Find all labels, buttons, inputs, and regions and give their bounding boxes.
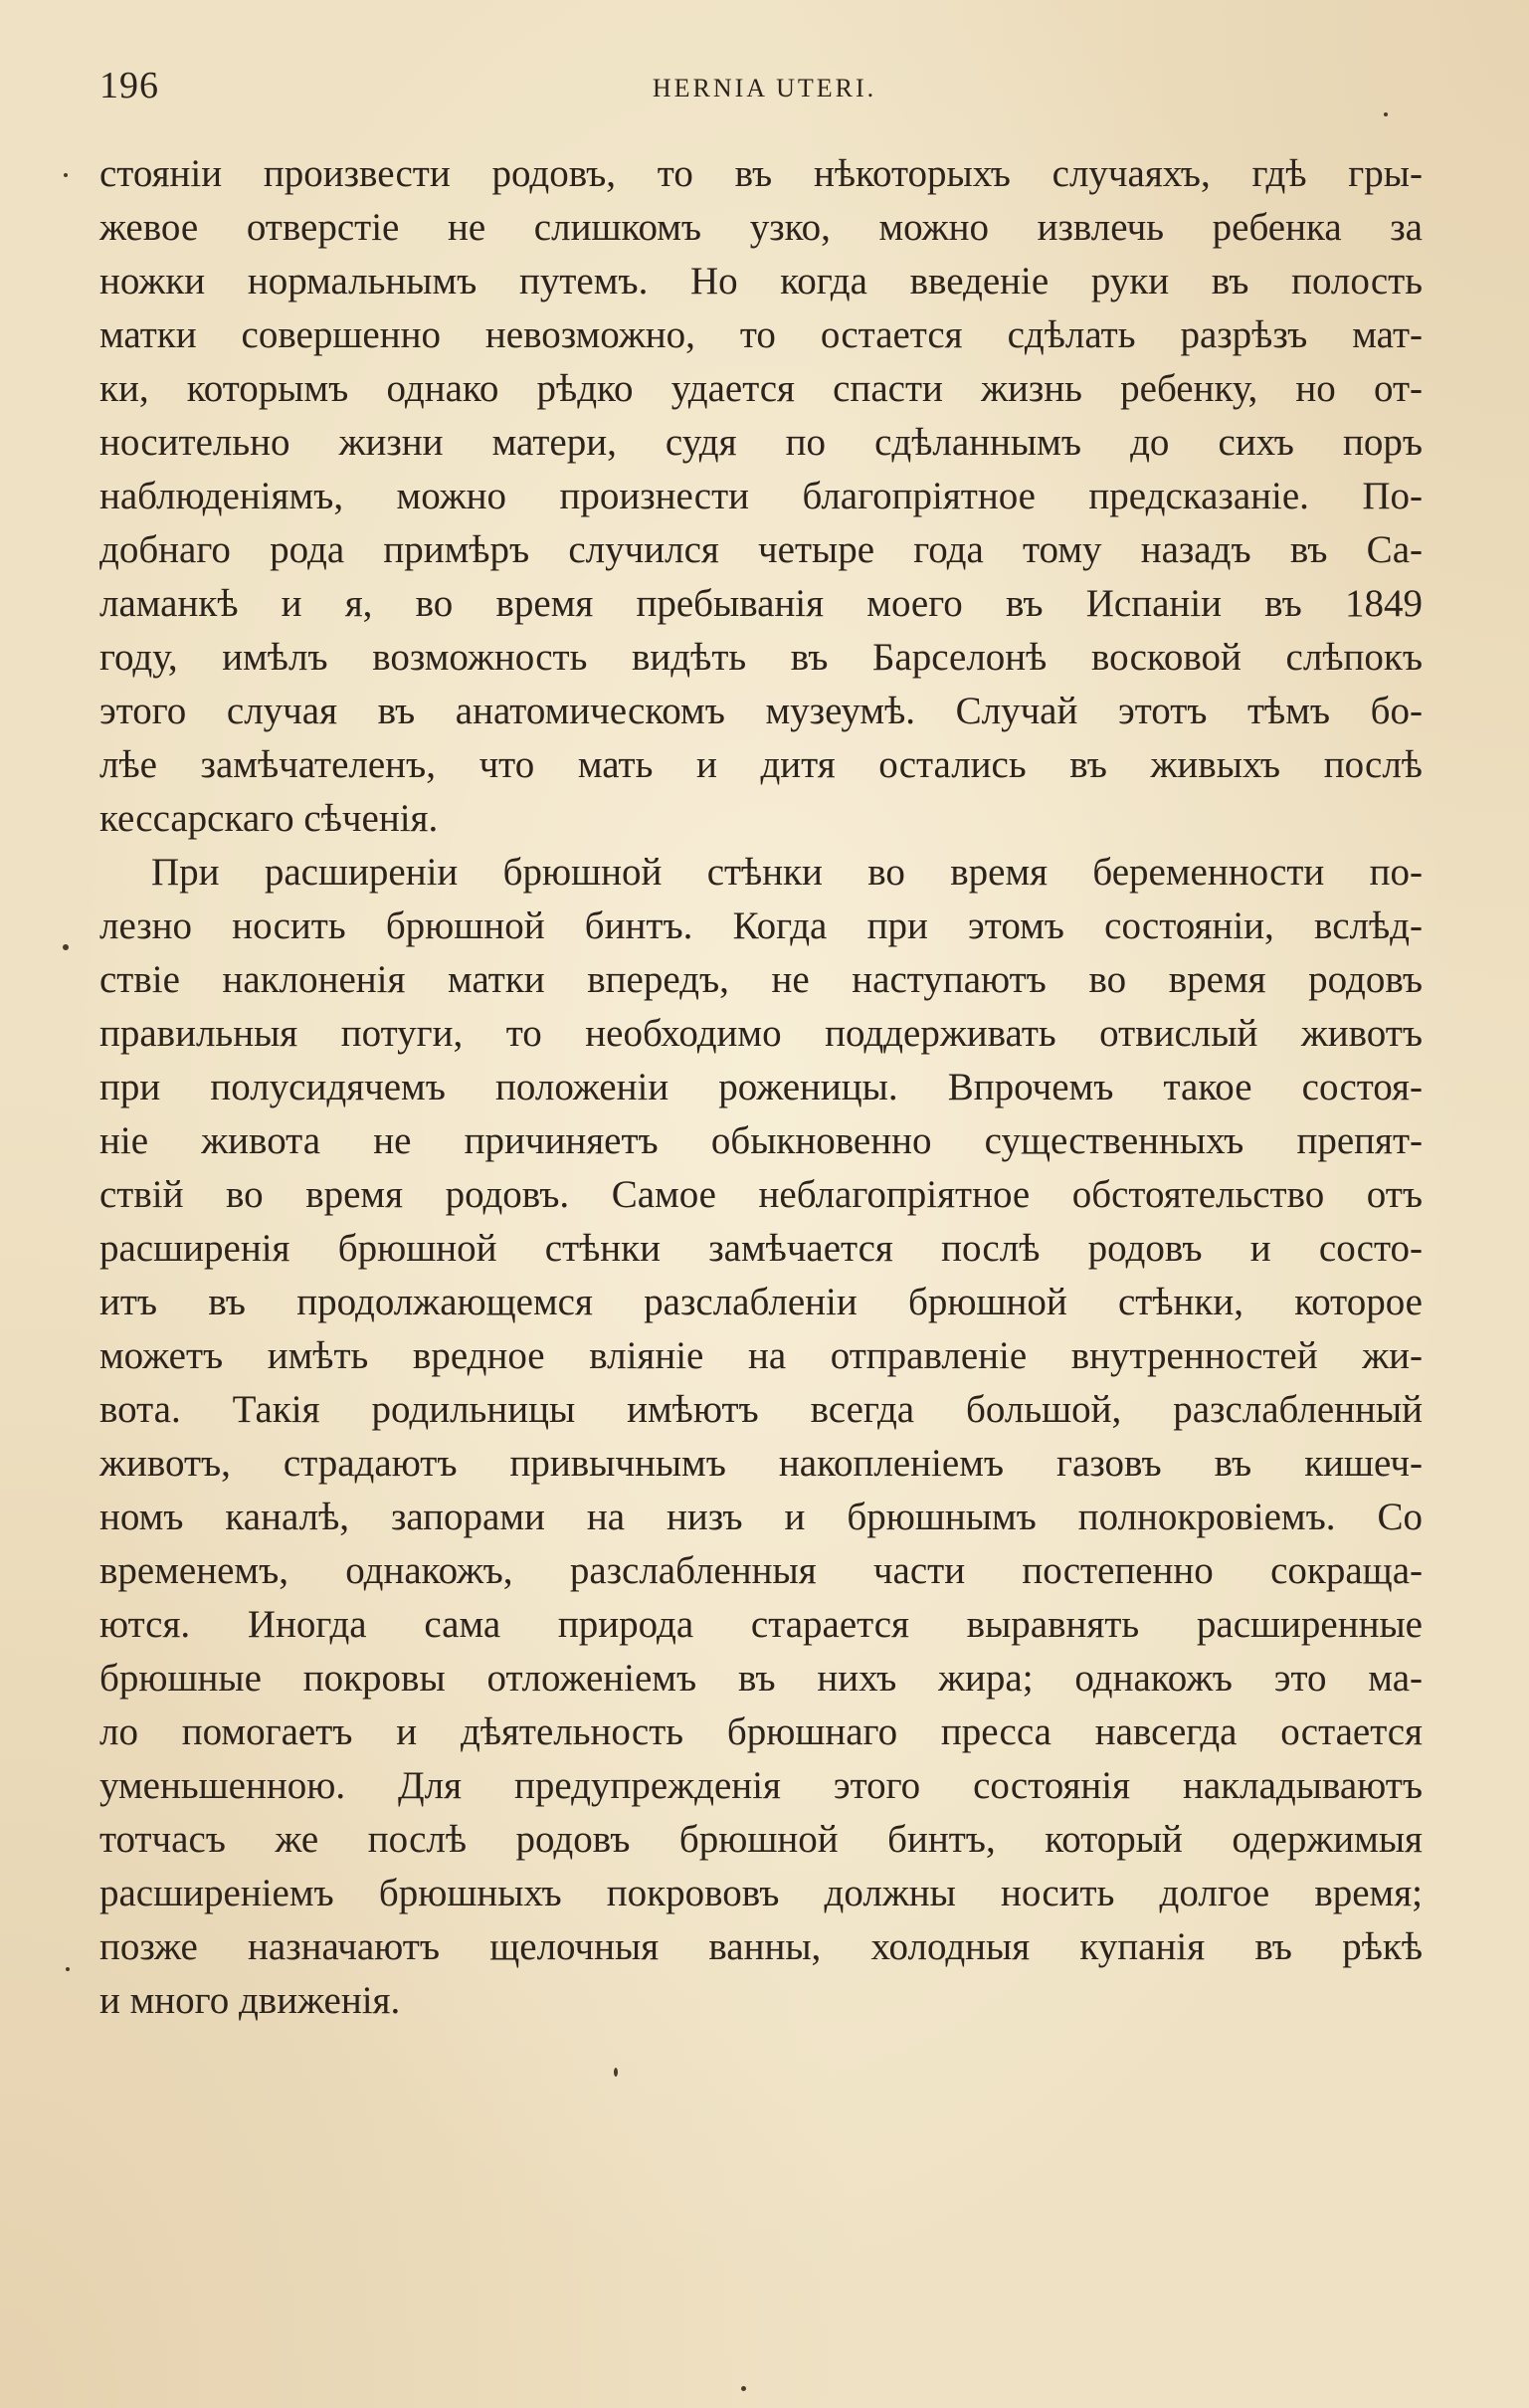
text-line: лѣе замѣчателенъ, что мать и дитя остались въ живыхъ послѣ [99,743,1423,786]
print-speck [1384,112,1388,116]
text-line: матки совершенно невозможно, то остается сдѣлать разрѣзъ мат- [99,313,1423,356]
body-text [99,147,1423,2028]
text-line: ствіе наклоненія матки впередъ, не наступаютъ во время родовъ [99,958,1423,1001]
paragraph [99,147,1423,846]
text-line: и много движенія. [99,1979,401,2022]
text-line: номъ каналѣ, запорами на низъ и брюшнымъ полнокровіемъ. Со [99,1496,1423,1538]
text-line: уменьшенною. Для предупрежденія этого состоянія накладываютъ [99,1764,1423,1807]
print-speck [66,1967,70,1971]
text-line: году, имѣлъ возможность видѣть въ Барселонѣ восковой слѣпокъ [99,636,1423,679]
print-speck [64,173,68,177]
text-line: вота. Такія родильницы имѣютъ всегда большой, разслабленный [99,1388,1423,1431]
text-line: позже назначаютъ щелочныя ванны, холодныя купанія въ рѣкѣ [99,1925,1423,1968]
page-number: 196 [99,65,159,106]
text-line: лезно носить брюшной бинтъ. Когда при этомъ состояніи, вслѣд- [99,904,1423,947]
print-speck [741,2386,746,2391]
text-line: при полусидячемъ положеніи роженицы. Впрочемъ такое состоя- [99,1066,1423,1108]
text-line: можетъ имѣть вредное вліяніе на отправленіе внутренностей жи- [99,1334,1423,1377]
text-line: расширенія брюшной стѣнки замѣчается послѣ родовъ и состо- [99,1227,1423,1270]
text-line: животъ, страдаютъ привычнымъ накопленіемъ газовъ въ кишеч- [99,1442,1423,1485]
text-line: брюшные покровы отложеніемъ въ нихъ жира; однакожъ это ма- [99,1657,1423,1700]
text-line: итъ въ продолжающемся разслабленіи брюшной стѣнки, которое [99,1281,1423,1323]
text-line: ножки нормальнымъ путемъ. Но когда введеніе руки въ полость [99,260,1423,302]
text-line: кессарскаго сѣченія. [99,797,439,840]
print-speck [63,944,69,950]
text-line: ламанкѣ и я, во время пребыванія моего въ Испаніи въ 1849 [99,582,1423,625]
text-line: временемъ, однакожъ, разслабленныя части постепенно сокраща- [99,1549,1423,1592]
text-line: наблюденіямъ, можно произнести благопріятное предсказаніе. По- [99,475,1423,517]
text-line: носительно жизни матери, судя по сдѣланнымъ до сихъ поръ [99,421,1423,464]
text-line: ки, которымъ однако рѣдко удается спасти жизнь ребенку, но от- [99,367,1423,410]
running-head: HERNIA UTERI. [652,74,877,102]
text-line: этого случая въ анатомическомъ музеумѣ. Случай этотъ тѣмъ бо- [99,690,1423,732]
text-line: ло помогаетъ и дѣятельность брюшнаго пресса навсегда остается [99,1710,1423,1753]
text-line: При расширеніи брюшной стѣнки во время беременности по- [151,851,1423,894]
text-line: ются. Иногда сама природа старается выравнять расширенные [99,1603,1423,1646]
text-line: тотчасъ же послѣ родовъ брюшной бинтъ, который одержимыя [99,1818,1423,1861]
paragraphs [99,147,1423,2028]
text-line: добнаго рода примѣръ случился четыре года тому назадъ въ Са- [99,528,1423,571]
text-line: стояніи произвести родовъ, то въ нѣкоторыхъ случаяхъ, гдѣ гры- [99,152,1423,195]
text-line: расширеніемъ брюшныхъ покрововъ должны носить долгое время; [99,1872,1423,1914]
text-line: правильныя потуги, то необходимо поддерживать отвислый животъ [99,1012,1423,1055]
print-speck [614,2068,618,2077]
text-line: ніе живота не причиняетъ обыкновенно существенныхъ препят- [99,1119,1423,1162]
text-line: ствій во время родовъ. Самое неблагопріятное обстоятельство отъ [99,1173,1423,1216]
text-line: жевое отверстіе не слишкомъ узко, можно извлечь ребенка за [99,206,1423,249]
paragraph [99,846,1423,2028]
